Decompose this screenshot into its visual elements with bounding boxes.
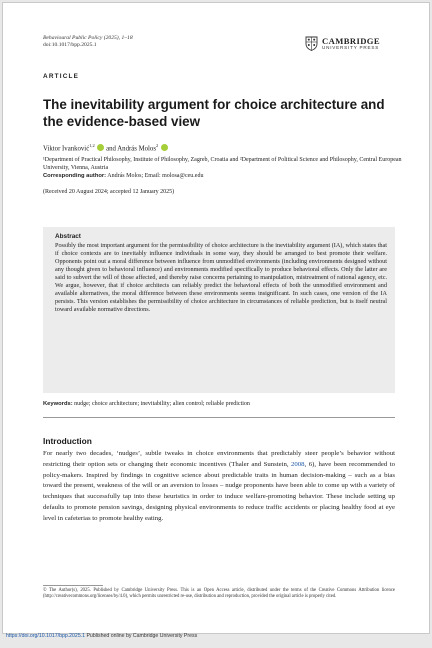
orcid-icon[interactable] bbox=[97, 144, 104, 151]
abstract-heading: Abstract bbox=[55, 233, 81, 240]
journal-line: Behavioural Public Policy (2025), 1–18 bbox=[43, 35, 133, 41]
shield-icon bbox=[305, 36, 318, 51]
citation-link[interactable]: 2008 bbox=[291, 460, 305, 468]
corresponding-author bbox=[43, 173, 203, 179]
paragraph-text: For nearly two decades, ‘nudges’, subtle tweaks in choice environments that predictably steer people’s behavior without restricting their option sets or changing their economic incentives (Thaler and Sunstein, bbox=[43, 450, 395, 468]
bottom-bar bbox=[6, 633, 197, 639]
keywords bbox=[43, 401, 403, 407]
author-list bbox=[43, 143, 168, 152]
keywords-text: nudge; choice architecture; inevitability; alien control; reliable prediction bbox=[72, 401, 250, 407]
paragraph-text: , 6), have been recommended to policy-makers. Inspired by findings in cognitive science about predictable traits in human decision-making – such as a bias toward the present, weakness of the will or an aversion to losses – nudge proponents have been able to come up with a variety of techniques that successfully tap into these heuristics in order to induce welfare-promoting behavior. These include setting up defaults to promote pension savings, designing physical environments to reduce traffic accidents or placing healthy food at eye level in cafeterias to promote healthy eating. bbox=[43, 460, 396, 522]
article-type-label: ARTICLE bbox=[43, 73, 80, 80]
affiliations: ¹Department of Practical Philosophy, Institute of Philosophy, Zagreb, Croatia and ²Department of Political Science and Philosophy, Central European University, Vienna, Austria bbox=[43, 157, 402, 171]
affiliation-marker: 1,2 bbox=[89, 143, 95, 148]
section-heading: Introduction bbox=[43, 436, 92, 446]
affiliation-marker: 2 bbox=[155, 143, 159, 148]
copyright-footnote: © The Author(s), 2025. Published by Cambridge University Press. This is an Open Access article, distributed under the terms of the Creative Commons Attribution licence (http://creativecommons.org/licenses/by/4.0), which permits unrestricted re-use, distribution and reproduction, provided the original article is properly cited. bbox=[43, 588, 395, 600]
article-title: The inevitability argument for choice architecture and the evidence-based view bbox=[43, 97, 385, 129]
footnote-divider bbox=[43, 585, 103, 586]
keywords-label: Keywords: bbox=[43, 401, 73, 407]
journal-citation bbox=[43, 35, 133, 49]
author-connector: and bbox=[106, 145, 118, 153]
introduction-paragraph bbox=[43, 449, 395, 524]
publication-note: Published online by Cambridge University Press bbox=[85, 633, 198, 639]
abstract-text: Possibly the most important argument for the permissibility of choice architecture is the inevitability argument (IA), which states that if choice contexts are to inevitably influence individuals in some way, they should be arranged to best promote their welfare. Opponents point out a moral difference between influence from unmodified environments (including environments designed without any thought given to behavioral influence) and environments modified specifically to produce behavioral effects. Only the latter are said to subvert the will of those affected, and thereby raise concerns pertaining to manipulation, mistreatment of rational agency, etc. We argue, however, that if choice architects can reliably predict the behavioral effects of both the unmodified environment and available alternatives, the moral difference between these environments seems insignificant. In such cases, one version of the IA persists. This version establishes the permissibility of choice architecture in circumstances of reliable prediction, but is itself neutral toward available normative directions. bbox=[55, 242, 387, 313]
corresponding-text[interactable]: András Molos; Email: molosa@ceu.edu bbox=[106, 173, 204, 179]
received-dates: (Received 20 August 2024; accepted 12 January 2025) bbox=[43, 189, 175, 195]
publisher-logo bbox=[305, 35, 405, 53]
author-name[interactable]: Viktor Ivanković bbox=[43, 145, 90, 153]
doi-link[interactable]: https://doi.org/10.1017/bpp.2025.1 bbox=[6, 633, 86, 639]
orcid-icon[interactable] bbox=[161, 144, 168, 151]
section-divider bbox=[43, 417, 395, 418]
publisher-name: CAMBRIDGE bbox=[322, 36, 381, 46]
doi-line[interactable]: doi:10.1017/bpp.2025.1 bbox=[43, 42, 97, 48]
author-name[interactable]: András Molos bbox=[117, 145, 156, 153]
article-page bbox=[2, 2, 430, 634]
corresponding-label: Corresponding author: bbox=[43, 173, 107, 179]
publisher-subname: UNIVERSITY PRESS bbox=[322, 45, 380, 50]
abstract-box bbox=[43, 227, 395, 393]
